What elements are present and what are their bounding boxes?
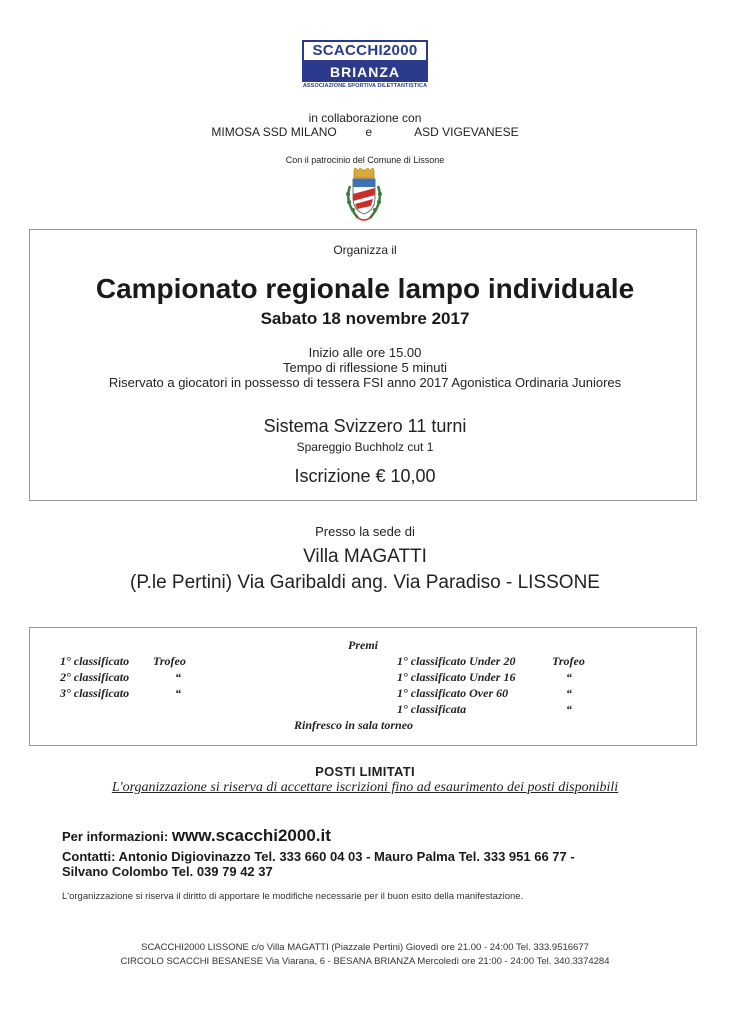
prize-right-place: 1° classificato Over 60: [397, 686, 509, 700]
collab-clubs: [0, 125, 730, 139]
prize-left-value: “: [175, 686, 181, 700]
prize-left-place: 1° classificato: [60, 654, 130, 668]
club-1: MIMOSA SSD MILANO: [211, 125, 337, 139]
event-eligibility: Riservato a giocatori in possesso di tessera FSI anno 2017 Agonistica Ordinaria Juniores: [108, 375, 622, 390]
rights-notice: L'organizzazione si riserva il diritto di apportare le modifiche necessarie per il buon esito della manifestazione.: [62, 891, 524, 902]
info-label: Per informazioni:: [62, 829, 169, 844]
prize-right-value: “: [566, 670, 572, 684]
venue-name: Villa MAGATTI: [303, 546, 427, 567]
refreshment-text: Rinfresco in sala torneo: [294, 718, 414, 732]
prize-left-place: 2° classificato: [60, 670, 130, 684]
event-title: Campionato regionale lampo individuale: [95, 273, 635, 304]
municipal-coat-of-arms-icon: [340, 168, 388, 226]
logo-line1: SCACCHI2000: [302, 40, 428, 62]
event-date: Sabato 18 novembre 2017: [260, 309, 470, 328]
prize-right-place: 1° classificata: [397, 702, 467, 716]
prize-right-place: 1° classificato Under 20: [397, 654, 516, 668]
event-time-control: Tempo di riflessione 5 minuti: [282, 360, 448, 375]
prize-right-value: “: [566, 702, 572, 716]
prize-right-value: Trofeo: [552, 654, 585, 668]
prize-left-value: Trofeo: [153, 654, 186, 668]
prizes-heading: Premi: [348, 638, 378, 652]
prize-left-value: “: [175, 670, 181, 684]
patrocinio-text: Con il patrocinio del Comune di Lissone: [285, 155, 445, 165]
logo-line2: BRIANZA: [302, 62, 428, 82]
website-link[interactable]: www.scacchi2000.it: [171, 826, 331, 845]
scacchi2000-logo: [302, 40, 428, 94]
club-2: ASD VIGEVANESE: [414, 125, 519, 139]
venue-address: (P.le Pertini) Via Garibaldi ang. Via Paradiso - LISSONE: [130, 572, 600, 593]
footer-line-2: CIRCOLO SCACCHI BESANESE Via Viarana, 6 - BESANA BRIANZA Mercoledì ore 21:00 - 24:00 Tel. 340.3374284: [120, 956, 610, 967]
venue-intro: Presso la sede di: [315, 524, 415, 539]
footer-line-1: SCACCHI2000 LISSONE c/o Villa MAGATTI (Piazzale Pertini) Giovedì ore 21.00 - 24:00 Tel. 333.9516677: [141, 942, 589, 953]
contacts-line-1: Contatti: Antonio Digiovinazzo Tel. 333 660 04 03 - Mauro Palma Tel. 333 951 66 77 -: [62, 849, 575, 864]
prize-right-value: “: [566, 686, 572, 700]
event-tiebreak: Spareggio Buchholz cut 1: [296, 440, 434, 454]
prize-right-place: 1° classificato Under 16: [397, 670, 516, 684]
prize-left-place: 3° classificato: [60, 686, 130, 700]
posti-limitati: POSTI LIMITATI: [315, 764, 415, 779]
logo-line3: ASSOCIAZIONE SPORTIVA DILETTANTISTICA: [302, 83, 428, 89]
info-line: [62, 826, 331, 846]
collab-intro: in collaborazione con: [308, 111, 422, 125]
club-conj: e: [365, 125, 373, 139]
event-system: Sistema Svizzero 11 turni: [263, 416, 467, 436]
contacts-line-2: Silvano Colombo Tel. 039 79 42 37: [62, 864, 273, 879]
registration-disclaimer: L'organizzazione si riserva di accettare iscrizioni fino ad esaurimento dei posti disponibili: [111, 780, 619, 795]
organizza-text: Organizza il: [333, 243, 397, 257]
event-fee: Iscrizione € 10,00: [294, 466, 436, 486]
event-start: Inizio alle ore 15.00: [308, 345, 422, 360]
